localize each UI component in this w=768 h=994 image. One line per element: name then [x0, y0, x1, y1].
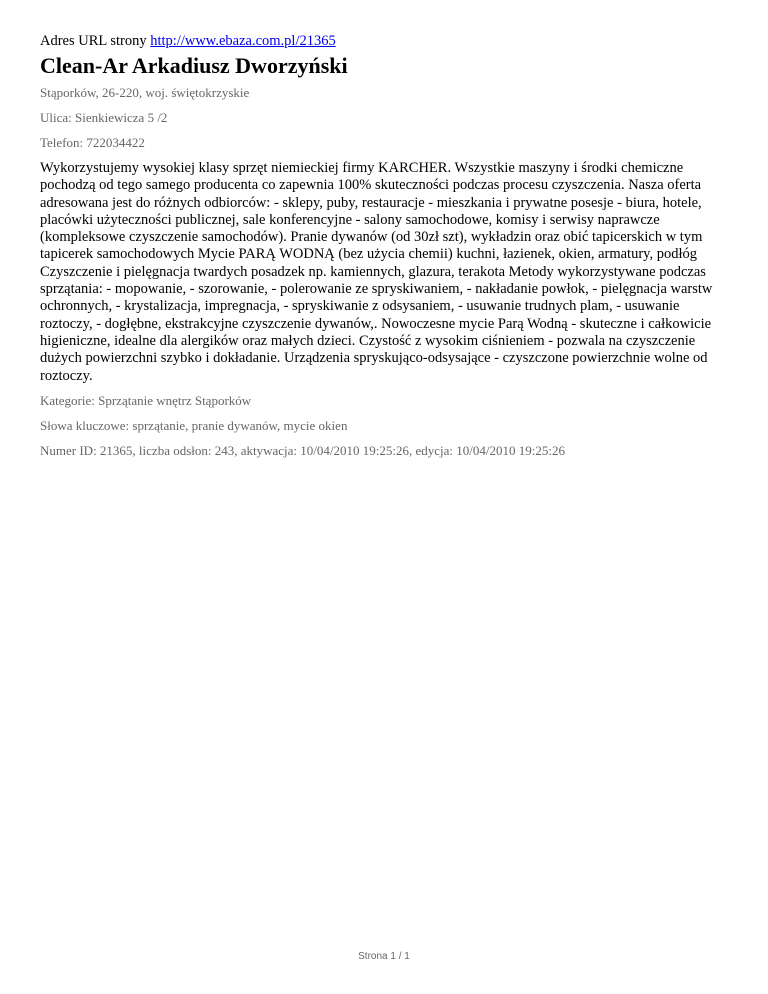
record-info-line: Numer ID: 21365, liczba odsłon: 243, aktywacja: 10/04/2010 19:25:26, edycja: 10/04/2010 19:25:26 [40, 442, 565, 458]
categories-line: Kategorie: Sprzątanie wnętrz Stąporków [40, 392, 252, 408]
location-line: Stąporków, 26-220, woj. świętokrzyskie [40, 85, 250, 100]
url-prefix: Adres URL strony [40, 33, 147, 49]
page-number: Strona 1 / 1 [358, 951, 410, 962]
company-title: Clean-Ar Arkadiusz Dworzyński [40, 53, 348, 78]
phone-line: Telefon: 722034422 [40, 135, 145, 150]
listing-url-link[interactable]: http://www.ebaza.com.pl/21365 [150, 33, 336, 49]
keywords-line: Słowa kluczowe: sprzątanie, pranie dywanów, mycie okien [40, 417, 348, 433]
street-line: Ulica: Sienkiewicza 5 /2 [40, 110, 168, 125]
listing-description: Wykorzystujemy wysokiej klasy sprzęt niemieckiej firmy KARCHER. Wszystkie maszyny i środki chemiczne pochodzą od tego samego producenta co zapewnia 100% skuteczności podczas procesu czyszczenia. Nasza oferta adresowana jest do różnych odbiorców: - sklepy, puby, restauracje - mieszkania i prywatne posesje - biura, hotele, placówki użyteczności publicznej, sale konferencyjne - salony samochodowe, komisy i serwisy naprawcze (kompleksowe czyszczenie samochodów). Pranie dywanów (od 30zł szt), wykładzin oraz obić tapicerskich w tym tapicerek samochodowych Mycie PARĄ WODNĄ (bez użycia chemii) kuchni, łazienek, okien, armatury, podłóg Czyszczenie i pielęgnacja twardych posadzek np. kamiennych, glazura, terakota Metody wykorzystywane podczas sprzątania: - mopowanie, - szorowanie, - polerowanie ze spryskiwaniem, - nakładanie powłok, - pielęgnacja warstw ochronnych, - krystalizacja, impregnacja, - spryskiwanie z odsysaniem, - usuwanie trudnych plam, - usuwanie roztoczy, - dogłębne, ekstrakcyjne czyszczenie dywanów,. Nowoczesne mycie Parą Wodną - skuteczne i całkowicie higieniczne, idealne dla alergików oraz małych dzieci. Czystość z wysokim ciśnieniem - pozwala na czyszczenie dużych powierzchni szybko i dokładanie. Urządzenia spryskująco-odsysające - czyszczone powierzchnie wolne od roztoczy. [40, 160, 713, 384]
document-page [40, 32, 730, 468]
url-line [40, 32, 730, 50]
